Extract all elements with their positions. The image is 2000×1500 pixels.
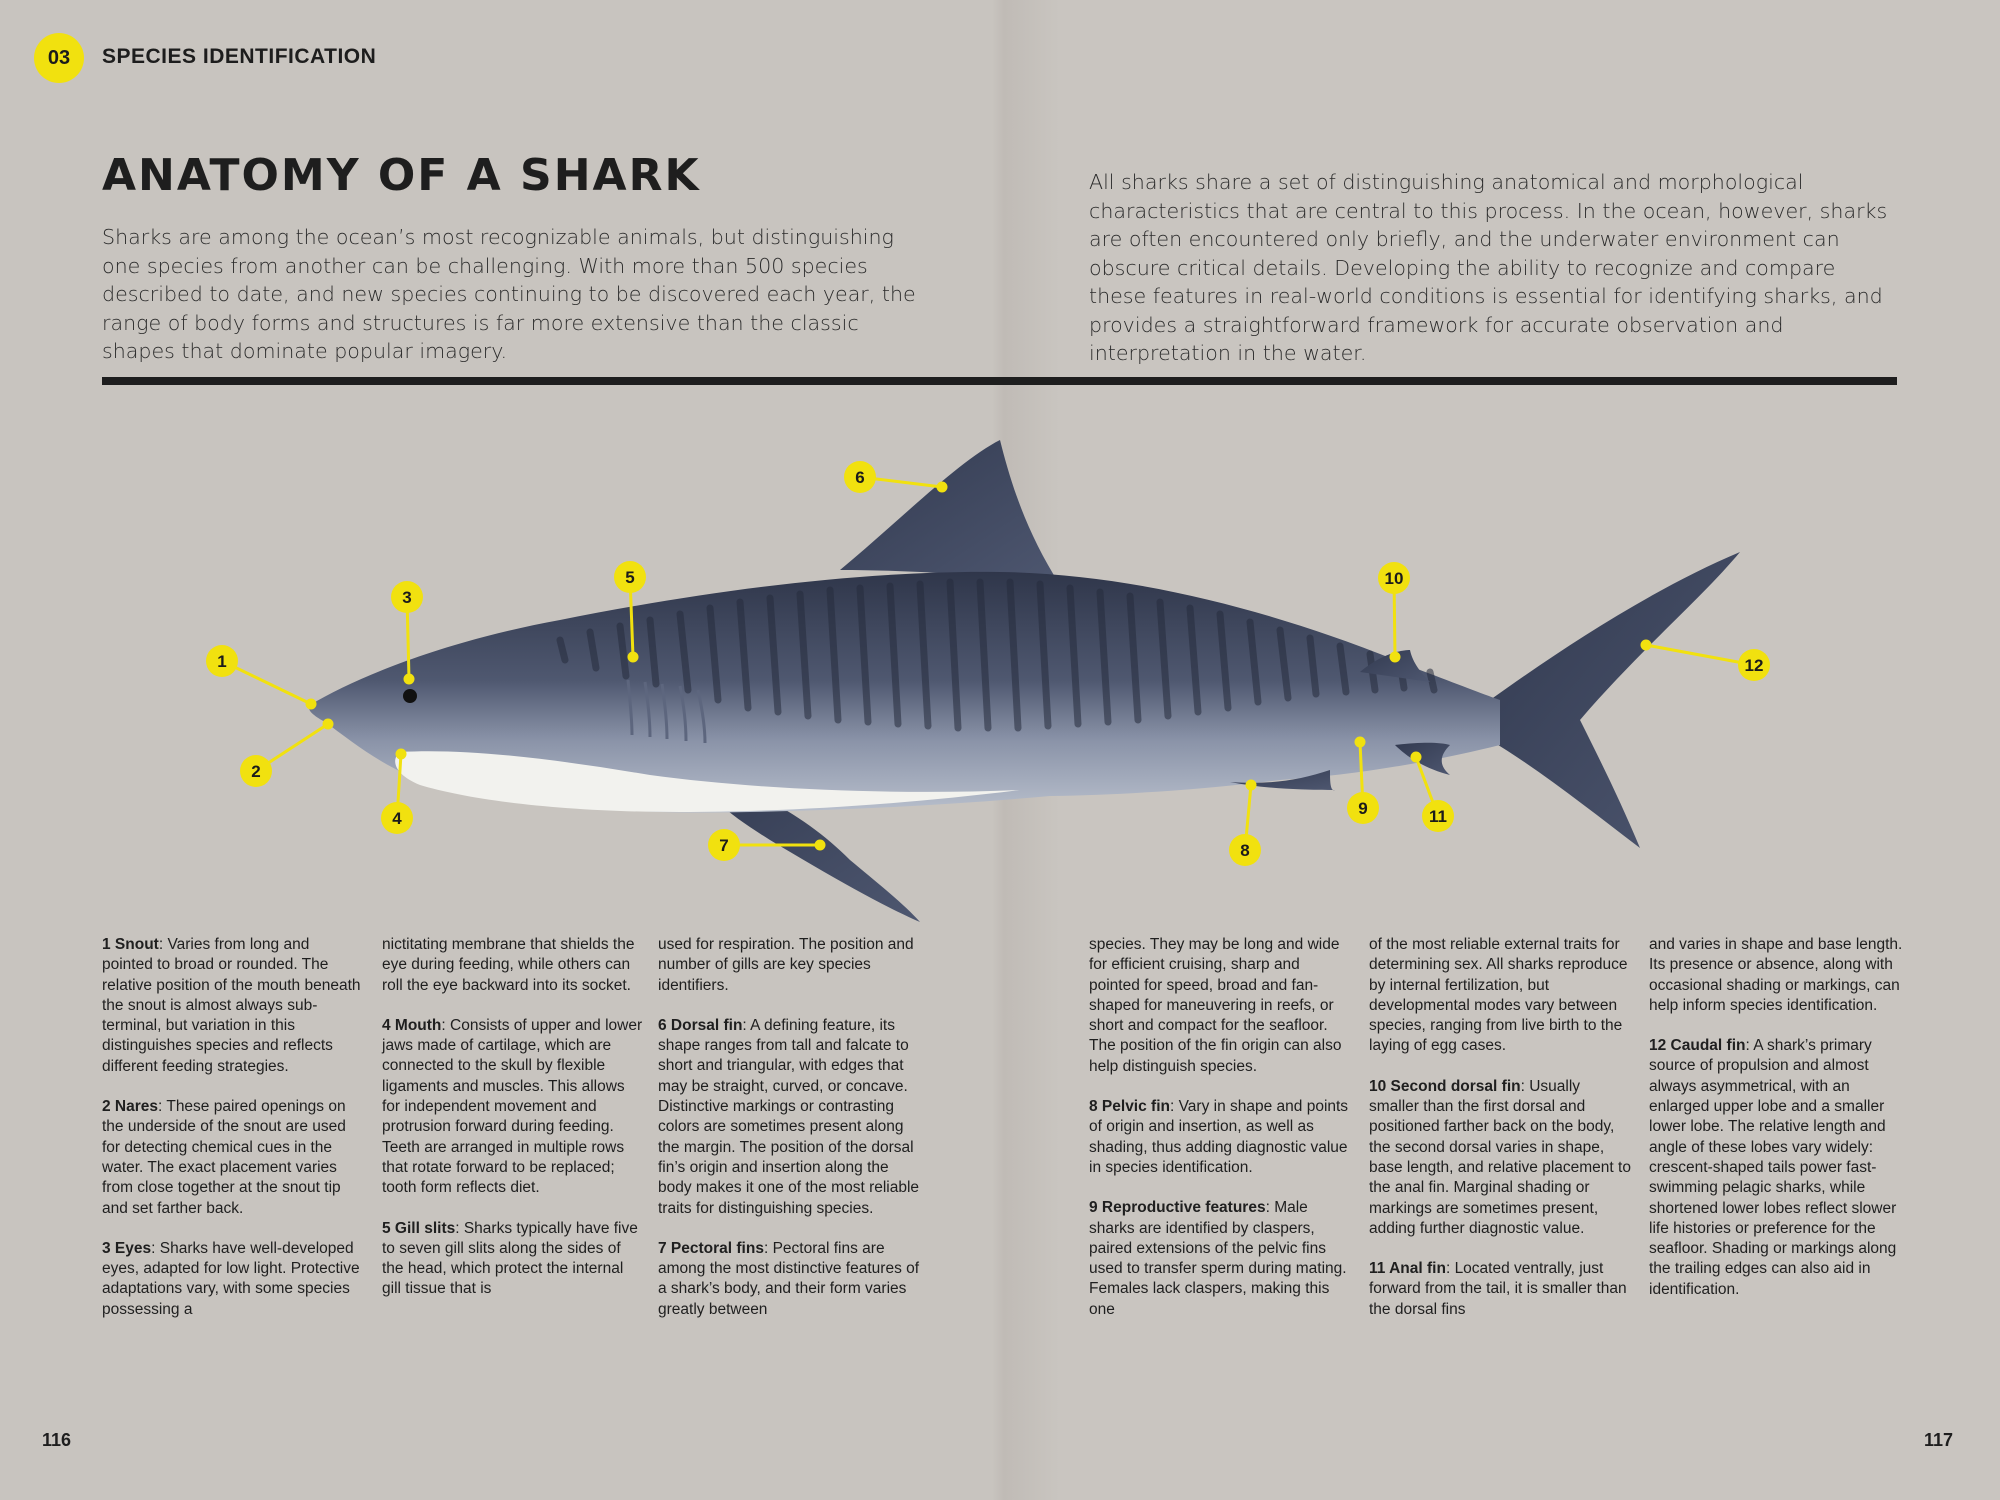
entry-second-dorsal-fin: 10 Second dorsal fin: Usually smaller than the first dorsal and positioned farther back on the body, the second dorsal varies in shape, base length, and relative placement to the anal fin. Marginal shading or markings are sometimes present, adding further diagnostic value. <box>1369 1077 1631 1237</box>
text-column-5 <box>1369 935 1631 1340</box>
entry-anal-fin-cont: and varies in shape and base length. Its presence or absence, along with occasional shading or markings, can help inform species identification. <box>1649 936 1903 1014</box>
callout-9 <box>1347 792 1379 824</box>
callout-6 <box>844 461 876 493</box>
caudal-fin-shape <box>1490 552 1740 848</box>
svg-text:11: 11 <box>1429 807 1447 826</box>
section-number-badge: 03 <box>34 33 84 83</box>
entry-eyes-cont: nictitating membrane that shields the eye during feeding, while others can roll the eye backward into its socket. <box>382 936 635 994</box>
text-column-1 <box>102 935 364 1340</box>
callout-7 <box>708 829 740 861</box>
text-column-2 <box>382 935 644 1320</box>
callout-12 <box>1738 649 1770 681</box>
svg-text:2: 2 <box>251 762 261 781</box>
section-title: SPECIES IDENTIFICATION <box>102 45 377 68</box>
text-column-4 <box>1089 935 1351 1340</box>
svg-text:12: 12 <box>1744 656 1764 675</box>
svg-text:6: 6 <box>855 468 865 487</box>
entry-gill-slits: 5 Gill slits: Sharks typically have five to seven gill slits along the sides of the head, which protect the internal gill tissue that is <box>382 1219 638 1298</box>
callout-10 <box>1378 562 1410 594</box>
page-title: ANATOMY OF A SHARK <box>102 150 701 201</box>
entry-caudal-fin: 12 Caudal fin: A shark’s primary source of propulsion and almost always asymmetrical, with an enlarged upper lobe and a smaller lower lobe. The relative length and angle of these lobes vary widely: crescent-shaped tails power fast-swimming pelagic sharks, while shortened lower lobes reflect slower life histories or preference for the seafloor. Shading or markings along the trailing edges can also aid in identification. <box>1649 1037 1897 1298</box>
svg-text:3: 3 <box>402 588 412 607</box>
svg-text:1: 1 <box>217 652 227 671</box>
intro-paragraph-right: All sharks share a set of distinguishing anatomical and morphological characteristics that are central to this process. In the ocean, however, sharks are often encountered only briefly, and the underwater environment can obscure critical details. Developing the ability to recognize and compare these features in real-world conditions is essential for identifying sharks, and provides a straightforward framework for accurate observation and interpretation in the water. <box>1089 170 1888 365</box>
entry-pectoral-fins: 7 Pectoral fins: Pectoral fins are among the most distinctive features of a shark’s body, and their form varies greatly between <box>658 1239 920 1318</box>
svg-text:5: 5 <box>625 568 635 587</box>
entry-gill-slits-cont: used for respiration. The position and number of gills are key species identifiers. <box>658 936 914 994</box>
svg-text:4: 4 <box>392 809 402 828</box>
intro-paragraph-left: Sharks are among the ocean’s most recognizable animals, but distinguishing one species from another can be challenging. With more than 500 species described to date, and new species continuing to be discovered each year, the range of body forms and structures is far more extensive than the classic shapes that dominate popular imagery. <box>102 225 916 363</box>
text-column-6 <box>1649 935 1911 1320</box>
callout-11 <box>1422 800 1454 832</box>
entry-nares: 2 Nares: These paired openings on the underside of the snout are used for detecting chemical cues in the water. The exact placement varies from close together at the snout tip and set farther back. <box>102 1098 346 1217</box>
callout-1 <box>206 645 238 677</box>
callout-5 <box>614 561 646 593</box>
entry-reproductive-cont: of the most reliable external traits for determining sex. All sharks reproduce by internal fertilization, but developmental modes vary between species, ranging from live birth to the laying of egg cases. <box>1369 936 1628 1055</box>
svg-text:8: 8 <box>1240 841 1250 860</box>
entry-pelvic-fin: 8 Pelvic fin: Vary in shape and points of origin and insertion, as well as shading, thus adding diagnostic value in species identification. <box>1089 1098 1349 1176</box>
callout-3 <box>391 581 423 613</box>
entry-eyes: 3 Eyes: Sharks have well-developed eyes, adapted for low light. Protective adaptations vary, with some species possessing a <box>102 1239 360 1318</box>
entry-anal-fin: 11 Anal fin: Located ventrally, just forward from the tail, it is smaller than the dorsal fins <box>1369 1260 1627 1318</box>
text-column-3 <box>658 935 920 1340</box>
dorsal-fin-shape <box>840 440 1060 585</box>
svg-text:9: 9 <box>1358 799 1368 818</box>
eye-shape <box>403 689 417 703</box>
page-number-right: 117 <box>1924 1430 1954 1450</box>
svg-text:7: 7 <box>719 836 729 855</box>
entry-pectoral-fins-cont: species. They may be long and wide for efficient cruising, sharp and pointed for speed, broad and fan-shaped for maneuvering in reefs, or short and compact for the seafloor. The position of the fin origin can also help distinguish species. <box>1089 936 1342 1075</box>
callout-2 <box>240 755 272 787</box>
page-number-left: 116 <box>42 1430 72 1450</box>
entry-dorsal-fin: 6 Dorsal fin: A defining feature, its shape ranges from tall and falcate to short and triangular, with edges that may be straight, curved, or concave. Distinctive markings or contrasting colors are sometimes present along the margin. The position of the dorsal fin’s origin and insertion along the body makes it one of the most reliable traits for distinguishing species. <box>658 1016 920 1217</box>
entry-snout: 1 Snout: Varies from long and pointed to broad or rounded. The relative position of the mouth beneath the snout is almost always sub-terminal, but variation in this distinguishes species and reflects different feeding strategies. <box>102 936 361 1075</box>
callout-4 <box>381 802 413 834</box>
divider-rule <box>102 377 1897 385</box>
entry-mouth: 4 Mouth: Consists of upper and lower jaws made of cartilage, which are connected to the skull by flexible ligaments and muscles. This allows for independent movement and protrusion forward during feeding. Teeth are arranged in multiple rows that rotate forward to be replaced; tooth form reflects diet. <box>382 1016 643 1197</box>
svg-text:10: 10 <box>1384 569 1404 588</box>
entry-reproductive-features: 9 Reproductive features: Male sharks are identified by claspers, paired extensions of the pelvic fins used to transfer sperm during mating. Females lack claspers, making this one <box>1089 1199 1347 1318</box>
shark-anatomy-illustration <box>0 400 2000 940</box>
callout-8 <box>1229 834 1261 866</box>
